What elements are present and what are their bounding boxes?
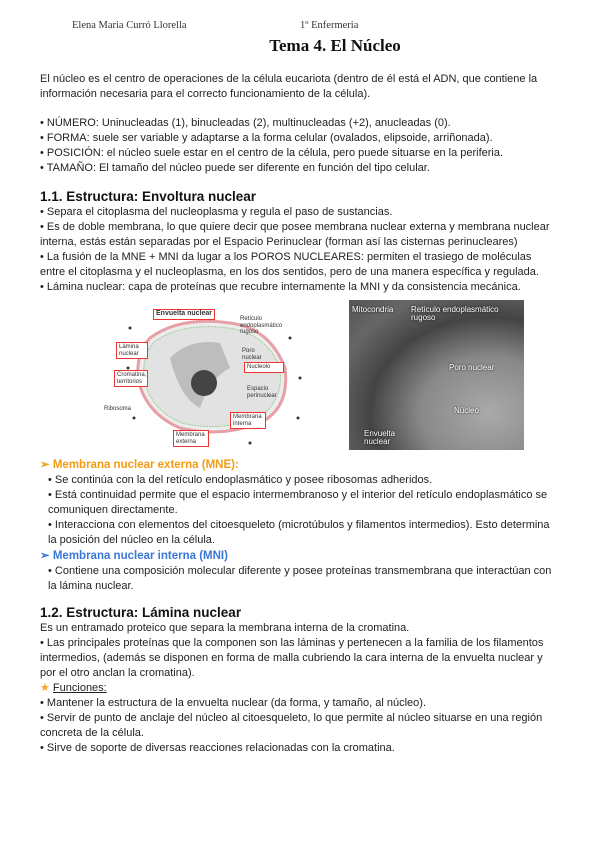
funciones-heading xyxy=(40,681,555,696)
label-ribosoma: Ribosoma xyxy=(104,406,132,412)
author-name: Elena Maria Curró Llorella xyxy=(72,20,187,31)
list-item: • Contiene una composición molecular diferente y posee proteínas transmembrana que interactúan con la lámina nuclear. xyxy=(48,565,552,592)
mne-heading xyxy=(40,457,555,473)
mni-heading-text: Membrana nuclear interna (MNI) xyxy=(52,550,228,562)
list-item: • Es de doble membrana, lo que quiere decir que posee membrana nuclear externa y membrana nuclear interna, estás están separadas por el Espacio Perinuclear (forman así las cisternas perinucleares) xyxy=(40,221,550,248)
label-cromatina: Cromatina, territorios xyxy=(114,370,148,387)
label-poro: Poro nuclear xyxy=(242,348,262,361)
label-envuelta-nuclear: Envuelta nuclear xyxy=(153,309,215,320)
label-espacio: Espacio perinuclear xyxy=(247,386,277,399)
feature-item: • TAMAÑO: El tamaño del núcleo puede ser diferente en función del tipo celular. xyxy=(40,162,430,174)
list-item: • Mantener la estructura de la envuelta nuclear (da forma, y tamaño, al núcleo). xyxy=(40,697,426,709)
list-item: • Separa el citoplasma del nucleoplasma y regula el paso de sustancias. xyxy=(40,206,393,218)
mni-heading xyxy=(40,548,555,564)
mne-heading-text: Membrana nuclear externa (MNE): xyxy=(52,459,239,471)
feature-item: • FORMA: suele ser variable y adaptarse a la forma celular (ovalados, elipsoide, arriñonada). xyxy=(40,132,493,144)
list-item: • Interacciona con elementos del citoesqueleto (microtúbulos y filamentos intermedios). Esto determina la posición del núcleo en la célula. xyxy=(48,519,550,546)
list-item: • Se continúa con la del retículo endoplasmático y posee ribosomas adheridos. xyxy=(48,474,433,486)
nucleus-diagram xyxy=(104,298,320,450)
page-title: Tema 4. El Núcleo xyxy=(269,36,401,55)
label-membrana-externa: Membrana externa xyxy=(173,430,209,447)
star-icon: ★ xyxy=(40,682,53,694)
list-item: • La fusión de la MNE + MNI da lugar a los POROS NUCLEARES: permiten el trasiego de moléculas entre el citoplasma y el nucleoplasma, en los dos sentidos, pero de una manera específica y regulada. xyxy=(40,251,539,278)
section-heading: 1.1. Estructura: Envoltura nuclear xyxy=(40,189,257,204)
list-item: • Las principales proteínas que la componen son las láminas y pertenecen a la familia de los filamentos intermedios, (además se disponen en forma de malla cubriendo la cara interna de la envuelta nuclear y por el otro anclan la cromatina). xyxy=(40,637,544,679)
intro-text: El núcleo es el centro de operaciones de la célula eucariota (dentro de él está el ADN, que contiene la información necesaria para el correcto funcionamiento de la célula). xyxy=(40,73,538,100)
photo-label-nucleo: Núcleo xyxy=(454,406,479,415)
arrow-icon: ➢ xyxy=(40,550,53,562)
section-heading: 1.2. Estructura: Lámina nuclear xyxy=(40,605,242,620)
section-mne xyxy=(40,457,555,594)
micrograph-image xyxy=(349,300,524,450)
feature-list xyxy=(40,116,555,176)
photo-label-reticulo: Retículo endoplasmático rugoso xyxy=(411,305,499,322)
feature-item: • NÚMERO: Uninucleadas (1), binucleadas (2), multinucleadas (+2), anucleadas (0). xyxy=(40,117,451,129)
label-lamina: Lámina nuclear xyxy=(116,342,148,359)
funciones-label: Funciones: xyxy=(52,682,107,694)
list-item: • Sirve de soporte de diversas reacciones relacionadas con la cromatina. xyxy=(40,742,395,754)
intro-paragraph xyxy=(40,72,555,102)
course-name: 1º Enfermeria xyxy=(300,20,359,31)
label-membrana-interna: Membrana interna xyxy=(230,412,266,429)
label-reticulo: Retículo endoplasmático rugoso xyxy=(240,316,283,335)
label-nucleolo: Nucleolo xyxy=(244,362,284,373)
photo-label-mitocondria: Mitocondria xyxy=(352,305,394,314)
section-envoltura xyxy=(40,188,555,295)
list-item: Es un entramado proteico que separa la membrana interna de la cromatina. xyxy=(40,622,410,634)
arrow-icon: ➢ xyxy=(40,459,53,471)
section-lamina xyxy=(40,604,555,756)
list-item: • Está continuidad permite que el espacio intermembranoso y el interior del retículo endoplasmático se comuniquen directamente. xyxy=(48,489,548,516)
photo-label-poro: Poro nuclear xyxy=(449,363,495,372)
list-item: • Servir de punto de anclaje del núcleo al citoesqueleto, lo que permite al núcleo situarse en una región concreta de la célula. xyxy=(40,712,543,739)
nucleus-illustration xyxy=(120,298,320,450)
list-item: • Lámina nuclear: capa de proteínas que recubre internamente la MNI y da consistencia mecánica. xyxy=(40,281,521,293)
photo-label-envuelta: Envuelta nuclear xyxy=(364,429,396,446)
feature-item: • POSICIÓN: el núcleo suele estar en el centro de la célula, pero puede situarse en la periferia. xyxy=(40,147,504,159)
